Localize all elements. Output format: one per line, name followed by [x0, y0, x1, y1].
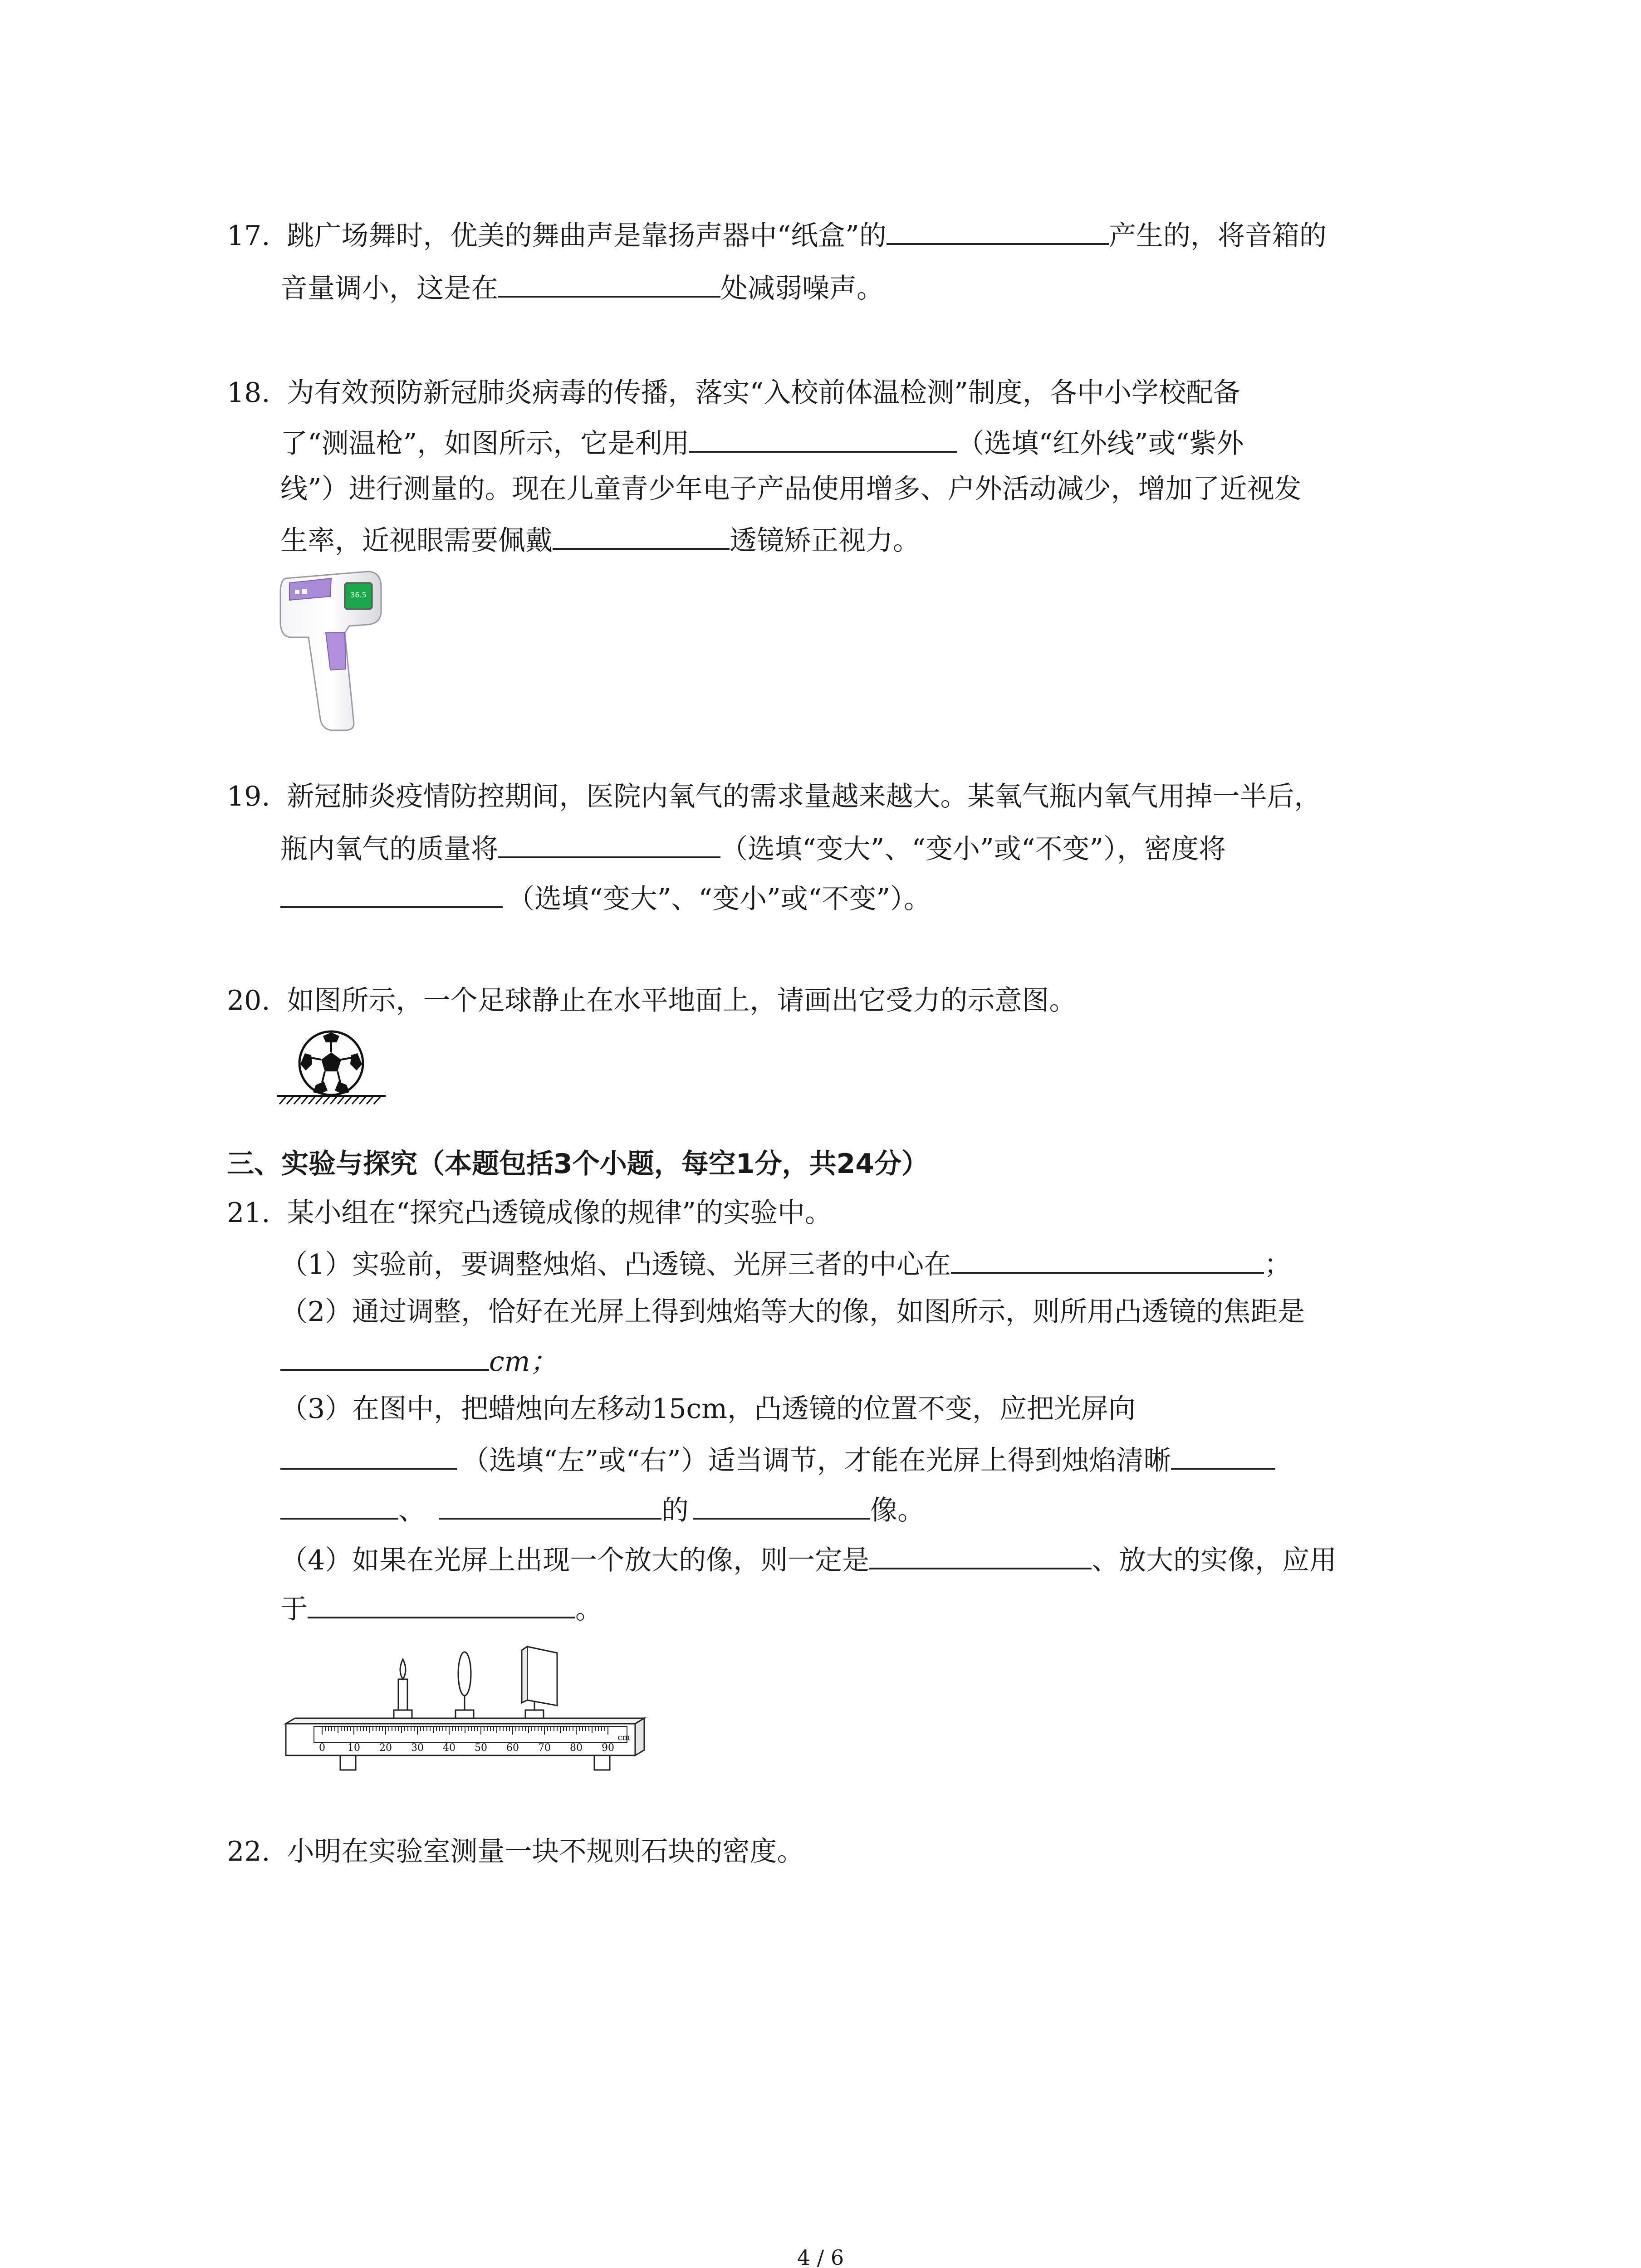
q21-part-3-line-1: （3）在图中，把蜡烛向左移动15cm，凸透镜的位置不变，应把光屏向: [280, 1393, 1136, 1425]
scale-label-0: 0: [319, 1742, 325, 1754]
q20-line-1: 20. 如图所示，一个足球静止在水平地面上，请画出它受力的示意图。: [227, 985, 1077, 1017]
q21-line-1: 21. 某小组在“探究凸透镜成像的规律”的实验中。: [227, 1197, 832, 1229]
light-screen-icon: [522, 1647, 557, 1718]
q21-number: 21.: [227, 1197, 270, 1229]
q21-blank-7[interactable]: [869, 1542, 1092, 1569]
q21-part-1: （1）实验前，要调整烛焰、凸透镜、光屏三者的中心在 ；: [280, 1246, 1291, 1281]
q19-line-2: 瓶内氧气的质量将 （选填“变大”、“变小”或“不变”），密度将: [280, 831, 1226, 865]
q19-blank-1[interactable]: [498, 831, 720, 858]
q18-blank-2[interactable]: [553, 523, 730, 550]
q17-line-2: 音量调小，这是在 处减弱噪声。: [280, 270, 884, 305]
convex-lens-icon: [456, 1652, 474, 1718]
scale-label-90: 90: [602, 1742, 614, 1754]
q21-part-4-line-2: 于 。: [280, 1591, 603, 1626]
thermometer-gun-figure: [277, 569, 386, 733]
q21-blank-4[interactable]: [1171, 1442, 1275, 1470]
q21-blank-5[interactable]: [439, 1492, 661, 1520]
q21-part-3-line-2: （选填“左”或“右”）适当调节，才能在光屏上得到烛焰清晰: [280, 1442, 1275, 1477]
q19-blank-2[interactable]: [280, 881, 503, 908]
svg-text:36.5: 36.5: [350, 591, 367, 599]
q19-line-1: 19. 新冠肺炎疫情防控期间，医院内氧气的需求量越来越大。某氧气瓶内氧气用掉一半后，: [227, 781, 1322, 812]
candle-icon: [394, 1659, 412, 1718]
q17-blank-1[interactable]: [887, 218, 1109, 245]
scale-label-30: 30: [411, 1742, 424, 1754]
scale-label-60: 60: [506, 1742, 519, 1754]
scale-label-80: 80: [570, 1742, 583, 1754]
section-3-heading: 三、实验与探究（本题包括3个小题，每空1分，共24分）: [227, 1148, 929, 1180]
q21-part-3-line-3: 、 的 像。: [280, 1492, 925, 1527]
q20-number: 20.: [227, 985, 270, 1017]
scale-label-50: 50: [475, 1742, 487, 1754]
q21-blank-2[interactable]: [280, 1344, 489, 1371]
q21-blank-4b[interactable]: [280, 1492, 398, 1520]
q19-line-3: （选填“变大”、“变小”或“不变”）。: [280, 881, 931, 915]
q21-blank-3[interactable]: [280, 1442, 457, 1470]
scale-label-40: 40: [443, 1742, 456, 1754]
soccer-ball-figure: [277, 1026, 386, 1108]
q17-blank-2[interactable]: [498, 270, 720, 298]
q21-part-2-line-1: （2）通过调整，恰好在光屏上得到烛焰等大的像，如图所示，则所用凸透镜的焦距是: [280, 1296, 1305, 1328]
q18-line-1: 18. 为有效预防新冠肺炎病毒的传播，落实“入校前体温检测”制度，各中小学校配备: [227, 377, 1240, 409]
scale-label-70: 70: [538, 1742, 551, 1754]
q19-number: 19.: [227, 781, 270, 812]
scale-unit: cm: [617, 1733, 630, 1742]
q18-number: 18.: [227, 377, 270, 409]
q18-line-3: 线”）进行测量的。现在儿童青少年电子产品使用增多、户外活动减少，增加了近视发: [280, 473, 1302, 505]
q18-line-2: 了“测温枪”，如图所示，它是利用 （选填“红外线”或“紫外: [280, 425, 1244, 460]
q17-number: 17.: [227, 220, 270, 252]
optical-bench-figure: [277, 1637, 653, 1792]
q18-line-4: 生率，近视眼需要佩戴 透镜矫正视力。: [280, 523, 920, 557]
q21-blank-8[interactable]: [308, 1591, 575, 1618]
q22-line-1: 22. 小明在实验室测量一块不规则石块的密度。: [227, 1836, 804, 1867]
q21-blank-6[interactable]: [693, 1492, 870, 1520]
q21-part-2-line-2: cm；: [280, 1344, 558, 1378]
page-number: 4 / 6: [797, 2245, 844, 2268]
q22-number: 22.: [227, 1836, 270, 1867]
scale-label-10: 10: [348, 1742, 360, 1754]
q21-part-4-line-1: （4）如果在光屏上出现一个放大的像，则一定是 、放大的实像，应用: [280, 1542, 1337, 1577]
scale-label-20: 20: [379, 1742, 392, 1754]
q18-blank-1[interactable]: [689, 425, 957, 453]
q17-line-1: 17. 跳广场舞时，优美的舞曲声是靠扬声器中“纸盒”的 产生的，将音箱的: [227, 218, 1327, 252]
q21-blank-1[interactable]: [951, 1246, 1264, 1274]
